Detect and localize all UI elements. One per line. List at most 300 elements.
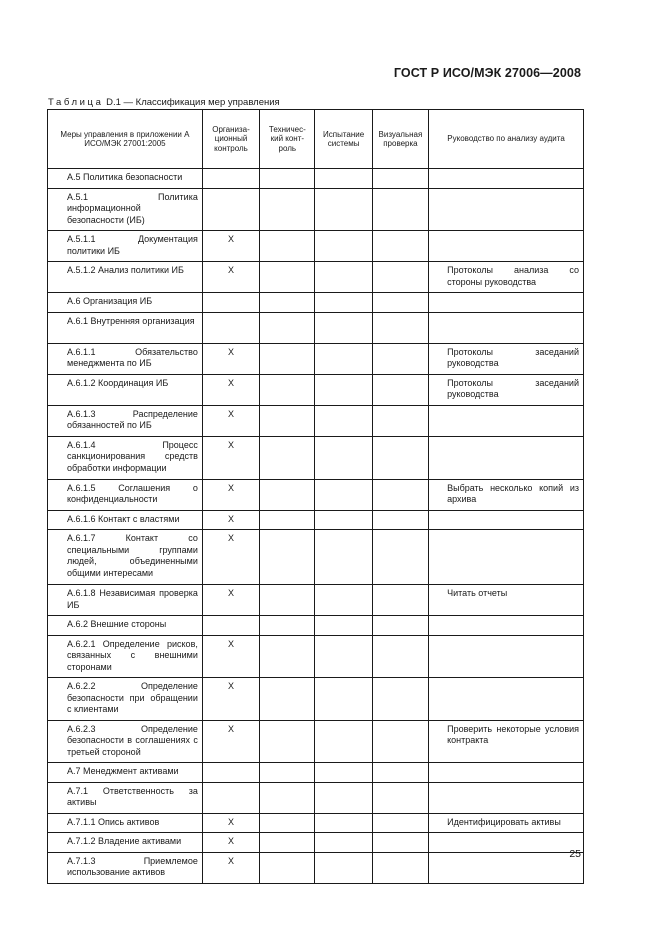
organizational-control-mark [202, 374, 259, 405]
technical-control-mark [260, 720, 315, 763]
organizational-control-mark-text: X [228, 482, 235, 493]
system-test-mark-text [315, 616, 371, 619]
audit-guidance-cell [429, 169, 584, 189]
technical-control-mark [260, 585, 315, 616]
measure-cell [48, 188, 203, 231]
audit-guidance-cell [429, 343, 584, 374]
organizational-control-mark [202, 262, 259, 293]
visual-check-mark-text [373, 344, 428, 347]
system-test-mark [315, 188, 372, 231]
visual-check-mark-text [373, 480, 428, 483]
technical-control-mark-text [260, 636, 314, 639]
system-test-mark [315, 720, 372, 763]
table-row [48, 635, 584, 678]
audit-guidance-cell-text [429, 313, 583, 320]
organizational-control-mark-text [203, 783, 259, 786]
technical-control-mark-text [260, 530, 314, 533]
organizational-control-mark [202, 343, 259, 374]
measure-cell [48, 374, 203, 405]
organizational-control-mark [202, 720, 259, 763]
measure-cell-text: А.6.1.6 Контакт с властями [67, 513, 180, 524]
controls-classification-table [47, 109, 584, 884]
measure-cell [48, 262, 203, 293]
organizational-control-mark [202, 678, 259, 721]
measure-cell [48, 852, 203, 883]
visual-check-mark [372, 510, 428, 530]
system-test-mark-text [315, 293, 371, 296]
measure-cell-text: А.7 Менеджмент активами [67, 766, 179, 776]
audit-guidance-cell-text [429, 406, 583, 413]
measure-cell [48, 231, 203, 262]
technical-control-mark [260, 262, 315, 293]
visual-check-mark-text [373, 511, 428, 514]
organizational-control-mark-text [203, 313, 259, 316]
audit-guidance-cell [429, 405, 584, 436]
system-test-mark-text [315, 231, 371, 234]
organizational-control-mark [202, 813, 259, 833]
system-test-mark [315, 312, 372, 343]
measure-cell [48, 312, 203, 343]
visual-check-mark-text [373, 313, 428, 316]
visual-check-mark-text [373, 585, 428, 588]
table-row [48, 293, 584, 313]
header-visual-check: Визуальная проверка [372, 110, 428, 169]
visual-check-mark [372, 763, 428, 783]
measure-cell [48, 436, 203, 479]
technical-control-mark [260, 530, 315, 585]
measure-cell [48, 763, 203, 783]
technical-control-mark [260, 510, 315, 530]
organizational-control-mark [202, 763, 259, 783]
table-row [48, 616, 584, 636]
system-test-mark-text [315, 678, 371, 681]
measure-cell-text: А.6.1.7 Контакт со специальными группами людей, объединенными общими интересами [67, 533, 198, 578]
measure-cell-text: А.6.2.3 Определение безопасности в соглашениях с третьей стороной [67, 723, 198, 757]
audit-guidance-cell-text [429, 437, 583, 444]
header-organizational-control: Организа-ционный контроль [202, 110, 259, 169]
system-test-mark-text [315, 783, 371, 786]
audit-guidance-cell [429, 479, 584, 510]
visual-check-mark-text [373, 262, 428, 265]
header-audit-guidance: Руководство по анализу аудита [429, 110, 584, 169]
measure-cell-text: А.6.2.1 Определение рисков, связанных с внешними сторонами [67, 638, 198, 672]
audit-guidance-cell-text [429, 636, 583, 643]
table-row [48, 530, 584, 585]
measure-cell-text: А.7.1.1 Опись активов [67, 816, 160, 827]
organizational-control-mark-text [203, 169, 259, 172]
organizational-control-mark-text: X [228, 234, 235, 244]
measure-cell [48, 169, 203, 189]
visual-check-mark-text [373, 678, 428, 681]
audit-guidance-cell-text [429, 616, 583, 623]
technical-control-mark-text [260, 585, 314, 588]
visual-check-mark-text [373, 437, 428, 440]
technical-control-mark-text [260, 189, 314, 192]
table-row [48, 720, 584, 763]
technical-control-mark-text [260, 262, 314, 265]
audit-guidance-cell-text: Проверить некоторые условия контракта [447, 723, 579, 745]
audit-guidance-cell [429, 510, 584, 530]
measure-cell-text: А.7.1.3 Приемлемое использование активов [67, 855, 198, 877]
visual-check-mark [372, 852, 428, 883]
organizational-control-mark-text: X [228, 408, 235, 419]
organizational-control-mark-text: X [228, 855, 235, 866]
organizational-control-mark [202, 530, 259, 585]
visual-check-mark [372, 678, 428, 721]
measure-cell-text: А.6.2 Внешние стороны [67, 619, 167, 629]
visual-check-mark [372, 169, 428, 189]
technical-control-mark-text [260, 406, 314, 409]
technical-control-mark [260, 312, 315, 343]
technical-control-mark-text [260, 313, 314, 316]
technical-control-mark [260, 188, 315, 231]
system-test-mark [315, 374, 372, 405]
table-row [48, 782, 584, 813]
measure-cell-text: А.6.1.8 Независимая проверка ИБ [67, 588, 198, 610]
organizational-control-mark-text [203, 763, 259, 766]
measure-cell [48, 720, 203, 763]
organizational-control-mark [202, 293, 259, 313]
technical-control-mark-text [260, 375, 314, 378]
audit-guidance-cell-text: Протоколы анализа со стороны руководства [447, 265, 579, 287]
organizational-control-mark [202, 231, 259, 262]
system-test-mark [315, 231, 372, 262]
visual-check-mark-text [373, 721, 428, 724]
system-test-mark-text [315, 480, 371, 483]
audit-guidance-cell [429, 852, 584, 883]
measure-cell [48, 405, 203, 436]
measure-cell-text: А.6.1.5 Соглашения о конфиденциальности [67, 482, 198, 504]
system-test-mark-text [315, 313, 371, 316]
measure-cell-text: А.6 Организация ИБ [67, 296, 153, 306]
audit-guidance-cell [429, 763, 584, 783]
organizational-control-mark [202, 169, 259, 189]
system-test-mark [315, 678, 372, 721]
organizational-control-mark [202, 782, 259, 813]
measure-cell-text: А.5.1 Политика информационной безопасности (ИБ) [67, 191, 198, 225]
table-row [48, 585, 584, 616]
table-row [48, 510, 584, 530]
measure-cell-text: А.7.1.2 Владение активами [67, 836, 182, 846]
header-technical-control: Техничес-кий конт-роль [260, 110, 315, 169]
visual-check-mark-text [373, 231, 428, 234]
measure-cell [48, 616, 203, 636]
visual-check-mark [372, 833, 428, 853]
document-header: ГОСТ Р ИСО/МЭК 27006—2008 [393, 66, 581, 80]
audit-guidance-cell [429, 585, 584, 616]
organizational-control-mark [202, 436, 259, 479]
system-test-mark [315, 763, 372, 783]
audit-guidance-cell [429, 262, 584, 293]
organizational-control-mark [202, 585, 259, 616]
system-test-mark [315, 852, 372, 883]
organizational-control-mark-text: X [228, 346, 235, 357]
measure-cell-text: А.5 Политика безопасности [67, 172, 183, 182]
audit-guidance-cell [429, 720, 584, 763]
header-system-test: Испытание системы [315, 110, 372, 169]
technical-control-mark-text [260, 293, 314, 296]
audit-guidance-cell-text [429, 783, 583, 790]
table-row [48, 374, 584, 405]
organizational-control-mark [202, 188, 259, 231]
technical-control-mark [260, 782, 315, 813]
audit-guidance-cell [429, 188, 584, 231]
visual-check-mark-text [373, 169, 428, 172]
audit-guidance-cell [429, 312, 584, 343]
table-row [48, 852, 584, 883]
audit-guidance-cell [429, 530, 584, 585]
system-test-mark-text [315, 169, 371, 172]
visual-check-mark [372, 616, 428, 636]
measure-cell-text: А.6.1.2 Координация ИБ [67, 377, 169, 388]
visual-check-mark-text [373, 530, 428, 533]
technical-control-mark [260, 833, 315, 853]
table-row [48, 479, 584, 510]
measure-cell [48, 530, 203, 585]
system-test-mark [315, 293, 372, 313]
table-row [48, 188, 584, 231]
visual-check-mark [372, 635, 428, 678]
system-test-mark [315, 813, 372, 833]
audit-guidance-cell-text: Читать отчеты [447, 588, 508, 598]
technical-control-mark [260, 169, 315, 189]
audit-guidance-cell [429, 293, 584, 313]
audit-guidance-cell [429, 374, 584, 405]
organizational-control-mark-text: X [228, 723, 235, 734]
visual-check-mark-text [373, 375, 428, 378]
visual-check-mark [372, 262, 428, 293]
visual-check-mark [372, 782, 428, 813]
visual-check-mark [372, 231, 428, 262]
system-test-mark [315, 405, 372, 436]
audit-guidance-cell-text [429, 189, 583, 196]
technical-control-mark-text [260, 678, 314, 681]
technical-control-mark [260, 405, 315, 436]
system-test-mark [315, 782, 372, 813]
audit-guidance-cell [429, 616, 584, 636]
organizational-control-mark-text: X [228, 836, 235, 846]
system-test-mark [315, 530, 372, 585]
technical-control-mark [260, 616, 315, 636]
visual-check-mark-text [373, 293, 428, 296]
measure-cell [48, 479, 203, 510]
visual-check-mark [372, 720, 428, 763]
table-row [48, 436, 584, 479]
technical-control-mark [260, 436, 315, 479]
table-row [48, 678, 584, 721]
system-test-mark-text [315, 585, 371, 588]
measure-cell-text: А.5.1.1 Документация политики ИБ [67, 234, 198, 256]
technical-control-mark-text [260, 763, 314, 766]
organizational-control-mark-text: X [228, 533, 235, 543]
organizational-control-mark [202, 479, 259, 510]
system-test-mark-text [315, 189, 371, 192]
audit-guidance-cell [429, 436, 584, 479]
visual-check-mark [372, 813, 428, 833]
visual-check-mark [372, 530, 428, 585]
audit-guidance-cell-text [429, 293, 583, 300]
technical-control-mark-text [260, 783, 314, 786]
system-test-mark-text [315, 636, 371, 639]
system-test-mark-text [315, 375, 371, 378]
system-test-mark [315, 833, 372, 853]
organizational-control-mark-text [203, 293, 259, 296]
organizational-control-mark-text [203, 616, 259, 619]
organizational-control-mark-text: X [228, 513, 235, 524]
organizational-control-mark-text: X [228, 439, 235, 450]
audit-guidance-cell-text [429, 231, 583, 238]
table-row [48, 343, 584, 374]
measure-cell [48, 782, 203, 813]
visual-check-mark-text [373, 636, 428, 639]
technical-control-mark [260, 231, 315, 262]
visual-check-mark-text [373, 783, 428, 786]
visual-check-mark-text [373, 189, 428, 192]
system-test-mark-text [315, 763, 371, 766]
audit-guidance-cell-text: Выбрать несколько копий из архива [447, 482, 579, 504]
audit-guidance-cell-text [429, 833, 583, 840]
technical-control-mark [260, 343, 315, 374]
visual-check-mark [372, 312, 428, 343]
measure-cell [48, 510, 203, 530]
audit-guidance-cell-text [429, 511, 583, 518]
visual-check-mark [372, 343, 428, 374]
table-body [48, 169, 584, 884]
system-test-mark [315, 479, 372, 510]
technical-control-mark [260, 678, 315, 721]
system-test-mark [315, 616, 372, 636]
system-test-mark-text [315, 511, 371, 514]
system-test-mark [315, 585, 372, 616]
table-row [48, 813, 584, 833]
organizational-control-mark [202, 833, 259, 853]
organizational-control-mark-text: X [228, 265, 235, 275]
technical-control-mark-text [260, 169, 314, 172]
audit-guidance-cell-text: Идентифицировать активы [447, 816, 561, 827]
system-test-mark [315, 510, 372, 530]
visual-check-mark-text [373, 853, 428, 856]
system-test-mark-text [315, 437, 371, 440]
visual-check-mark [372, 436, 428, 479]
audit-guidance-cell-text [429, 530, 583, 537]
technical-control-mark-text [260, 833, 314, 836]
technical-control-mark [260, 763, 315, 783]
organizational-control-mark-text [203, 189, 259, 192]
technical-control-mark [260, 813, 315, 833]
measure-cell [48, 678, 203, 721]
system-test-mark-text [315, 344, 371, 347]
visual-check-mark [372, 405, 428, 436]
measure-cell [48, 585, 203, 616]
measure-cell-text: А.6.1.4 Процесс санкционирования средств обработки информации [67, 439, 198, 473]
table-header-row [48, 110, 584, 169]
technical-control-mark-text [260, 437, 314, 440]
organizational-control-mark-text: X [228, 377, 235, 388]
organizational-control-mark [202, 616, 259, 636]
audit-guidance-cell-text [429, 169, 583, 176]
system-test-mark [315, 262, 372, 293]
table-row [48, 833, 584, 853]
visual-check-mark [372, 293, 428, 313]
system-test-mark-text [315, 262, 371, 265]
organizational-control-mark-text: X [228, 638, 235, 649]
technical-control-mark [260, 479, 315, 510]
table-caption-text: D.1 — Классификация мер управления [106, 97, 280, 108]
technical-control-mark-text [260, 721, 314, 724]
page-number: 25 [569, 848, 581, 860]
technical-control-mark-text [260, 344, 314, 347]
measure-cell-text: А.7.1 Ответственность за активы [67, 785, 198, 807]
system-test-mark-text [315, 853, 371, 856]
audit-guidance-cell-text: Протоколы заседаний руководства [447, 346, 579, 368]
organizational-control-mark [202, 312, 259, 343]
table-caption-label: Таблица [48, 97, 104, 108]
visual-check-mark [372, 585, 428, 616]
technical-control-mark [260, 852, 315, 883]
system-test-mark-text [315, 833, 371, 836]
table-row [48, 405, 584, 436]
technical-control-mark-text [260, 814, 314, 817]
organizational-control-mark-text: X [228, 681, 235, 691]
measure-cell-text: А.6.1 Внутренняя организация [67, 315, 195, 326]
system-test-mark-text [315, 530, 371, 533]
table-row [48, 312, 584, 343]
measure-cell [48, 635, 203, 678]
table-row [48, 763, 584, 783]
measure-cell [48, 343, 203, 374]
measure-cell [48, 833, 203, 853]
technical-control-mark [260, 293, 315, 313]
visual-check-mark-text [373, 616, 428, 619]
audit-guidance-cell-text [429, 763, 583, 770]
technical-control-mark [260, 374, 315, 405]
visual-check-mark [372, 374, 428, 405]
technical-control-mark-text [260, 480, 314, 483]
table-row [48, 169, 584, 189]
visual-check-mark-text [373, 406, 428, 409]
system-test-mark-text [315, 406, 371, 409]
audit-guidance-cell [429, 635, 584, 678]
organizational-control-mark [202, 405, 259, 436]
audit-guidance-cell-text [429, 678, 583, 685]
table-row [48, 231, 584, 262]
audit-guidance-cell [429, 813, 584, 833]
system-test-mark-text [315, 721, 371, 724]
table-row [48, 262, 584, 293]
audit-guidance-cell-text: Протоколы заседаний руководства [447, 377, 579, 399]
measure-cell-text: А.6.1.1 Обязательство менеджмента по ИБ [67, 346, 198, 368]
system-test-mark [315, 169, 372, 189]
measure-cell-text: А.6.2.2 Определение безопасности при обращении с клиентами [67, 681, 198, 714]
organizational-control-mark-text: X [228, 816, 235, 827]
measure-cell [48, 813, 203, 833]
organizational-control-mark [202, 635, 259, 678]
visual-check-mark-text [373, 763, 428, 766]
technical-control-mark [260, 635, 315, 678]
table-caption [48, 97, 280, 108]
audit-guidance-cell [429, 231, 584, 262]
system-test-mark [315, 635, 372, 678]
visual-check-mark [372, 479, 428, 510]
technical-control-mark-text [260, 511, 314, 514]
visual-check-mark [372, 188, 428, 231]
audit-guidance-cell [429, 833, 584, 853]
audit-guidance-cell-text [429, 853, 583, 860]
system-test-mark [315, 343, 372, 374]
technical-control-mark-text [260, 616, 314, 619]
header-measures: Меры управления в приложении А ИСО/МЭК 27001:2005 [48, 110, 203, 169]
measure-cell-text: А.5.1.2 Анализ политики ИБ [67, 265, 184, 275]
